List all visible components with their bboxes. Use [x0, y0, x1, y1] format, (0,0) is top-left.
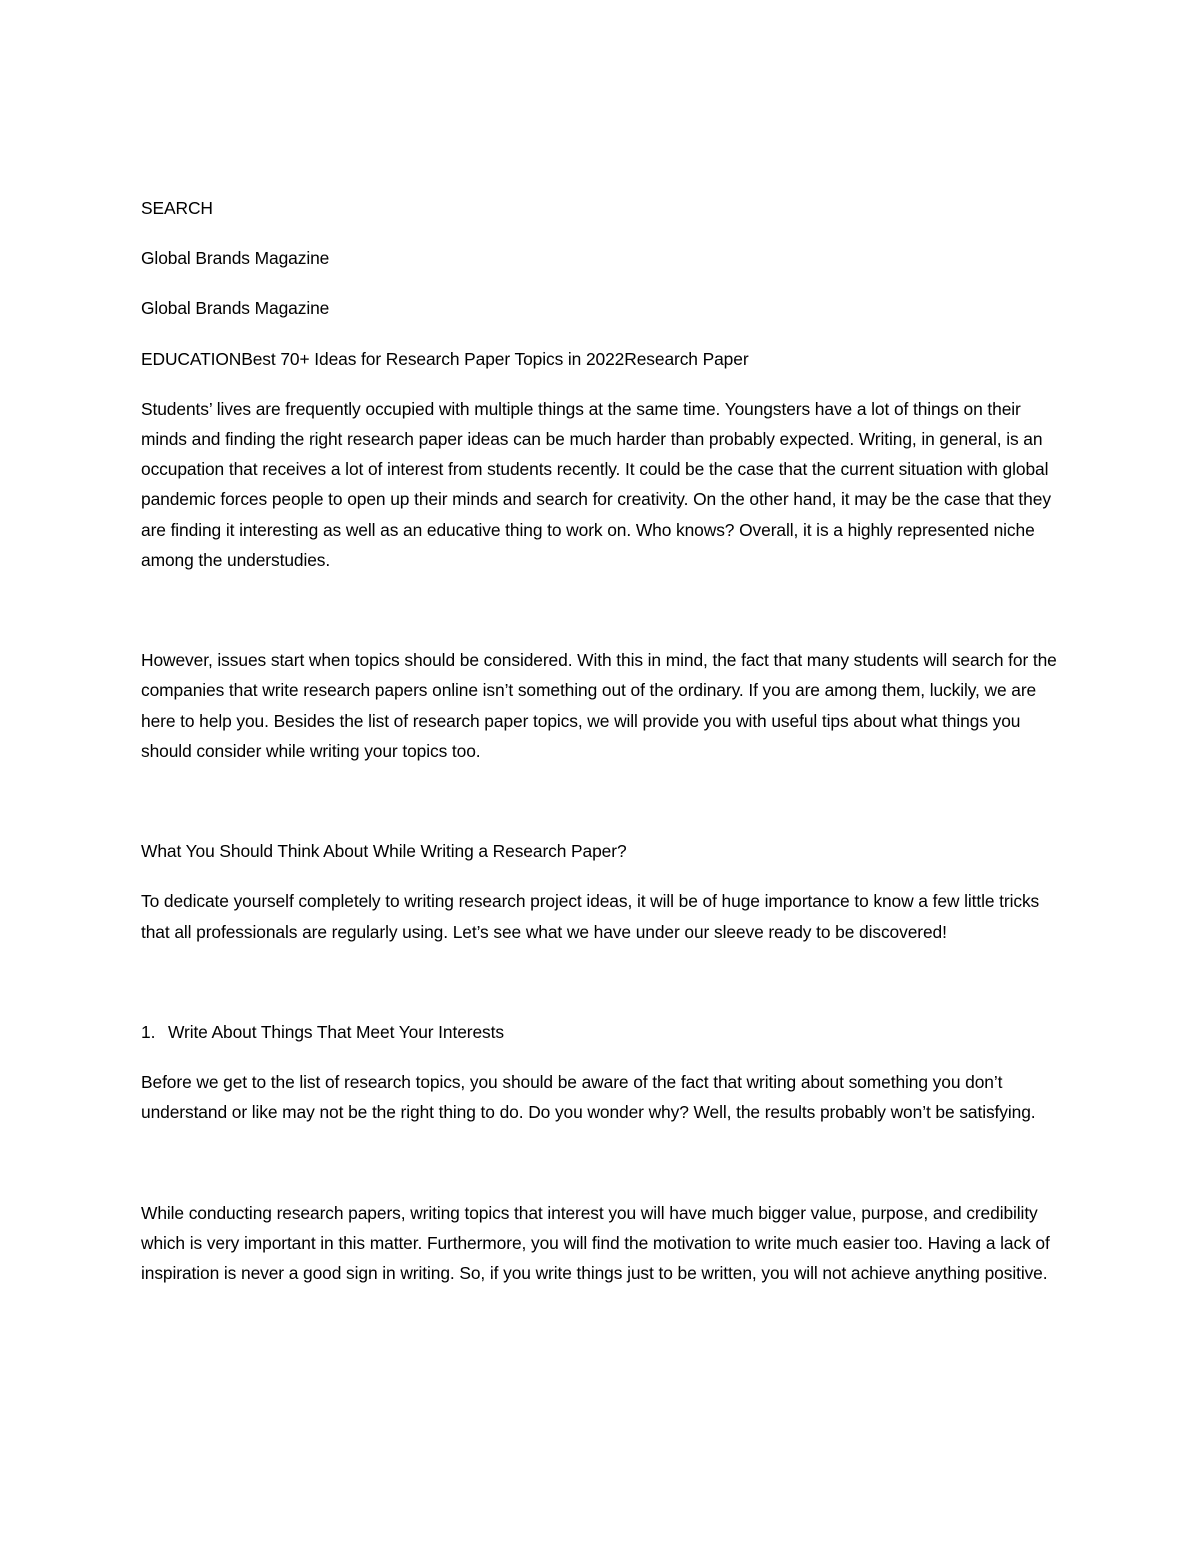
spacer	[141, 786, 1066, 816]
spacer	[141, 595, 1066, 625]
second-paragraph: However, issues start when topics should be considered. With this in mind, the fact that many students will search for the companies that write research papers online isn’t something out of the ordinary. If you are among them, luckily, we are here to help you. Besides the list of research paper topics, we will provide you with useful tips about what things you should consider while writing your topics too.	[141, 650, 1057, 761]
fourth-paragraph: Before we get to the list of research topics, you should be aware of the fact that writing about something you don’t understand or like may not be the right thing to do. Do you wonder why? Well, the results probably won’t be satisfying.	[141, 1072, 1036, 1123]
document-body	[141, 193, 1066, 1308]
fifth-paragraph: While conducting research papers, writing topics that interest you will have much bigger value, purpose, and credibility which is very important in this matter. Furthermore, you will find the motivation to write much easier too. Having a lack of inspiration is never a good sign in writing. So, if you write things just to be written, you will not achieve anything positive.	[141, 1202, 1050, 1284]
article-headline: EDUCATIONBest 70+ Ideas for Research Paper Topics in 2022Research Paper	[141, 348, 749, 369]
intro-paragraph: Students’ lives are frequently occupied with multiple things at the same time. Youngsters have a lot of things on their minds and finding the right research paper ideas can be much harder than probably expected. Writing, in general, is an occupation that receives a lot of interest from students recently. It could be the case that the current situation with global pandemic forces people to open up their minds and search for creativity. On the other hand, it may be the case that they are finding it interesting as well as an educative thing to work on. Who knows? Overall, it is a highly represented niche among the understudies.	[141, 398, 1051, 570]
search-label: SEARCH	[141, 198, 213, 218]
section-subheading: What You Should Think About While Writing a Research Paper?	[141, 841, 627, 862]
site-name-repeat: Global Brands Magazine	[141, 298, 330, 319]
list-item	[141, 1017, 1066, 1047]
site-name: Global Brands Magazine	[141, 248, 330, 269]
list-item-number: 1.	[141, 1022, 156, 1043]
spacer	[141, 1148, 1066, 1178]
spacer	[141, 967, 1066, 997]
list-item-text: Write About Things That Meet Your Interests	[168, 1022, 504, 1043]
third-paragraph: To dedicate yourself completely to writing research project ideas, it will be of huge importance to know a few little tricks that all professionals are regularly using. Let’s see what we have under our sleeve ready to be discovered!	[141, 891, 1040, 942]
